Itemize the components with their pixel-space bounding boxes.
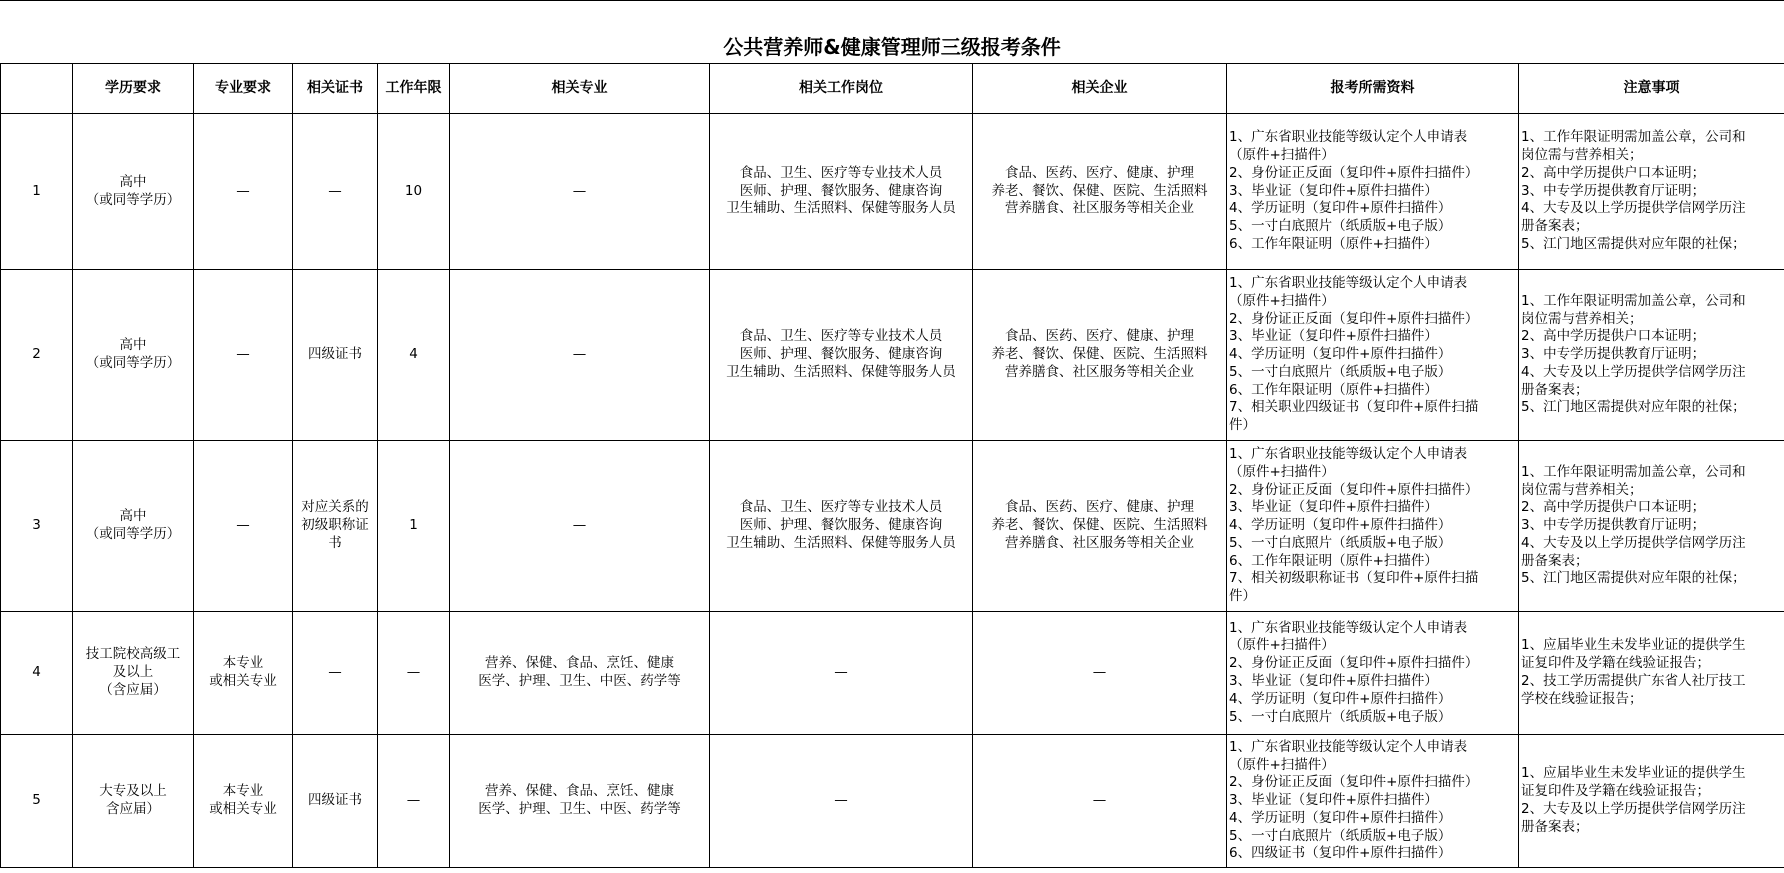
cell-notes-line: 册备案表；: [1521, 818, 1589, 835]
cell-certificate-line: —: [328, 182, 342, 199]
header-row: [1, 64, 1784, 114]
cell-companies-line: 食品、医药、医疗、健康、护理: [1005, 164, 1194, 181]
cell-materials-line: 5、一寸白底照片（纸质版+电子版）: [1229, 827, 1452, 844]
cell-positions-line: 医师、护理、餐饮服务、健康咨询: [739, 182, 943, 199]
cell-major-line: —: [236, 346, 250, 363]
cell-related-major-line: —: [572, 517, 587, 534]
cell-companies-line: 养老、餐饮、保健、医院、生活照料: [991, 517, 1208, 534]
cell-education-line: 及以上: [112, 664, 154, 681]
cell-education-line: （或同等学历）: [85, 355, 181, 371]
header-education: 学历要求: [73, 64, 194, 114]
cell-related-major: [450, 441, 710, 612]
cell-related-major: [450, 270, 710, 441]
cell-index-line: 1: [32, 182, 41, 199]
cell-positions: [710, 114, 973, 270]
cell-notes: [1519, 270, 1784, 441]
cell-education-line: 高中: [119, 508, 147, 525]
cell-education-line: （或同等学历）: [85, 526, 181, 542]
cell-materials-line: 5、一寸白底照片（纸质版+电子版）: [1229, 708, 1452, 725]
cell-positions: [710, 612, 973, 735]
cell-related-major-line: —: [572, 182, 587, 199]
cell-positions-line: 食品、卫生、医疗等专业技术人员: [739, 499, 943, 516]
cell-education-line: （含应届）: [99, 681, 167, 698]
cell-notes: [1519, 441, 1784, 612]
cell-related-major: [450, 735, 710, 868]
cell-notes-line: 1、应届毕业生未发毕业证的提供学生: [1521, 637, 1746, 654]
cell-materials-line: 2、身份证正反面（复印件+原件扫描件）: [1229, 655, 1479, 672]
cell-certificate: [293, 612, 378, 735]
cell-notes-line: 2、大专及以上学历提供学信网学历注: [1521, 801, 1746, 817]
cell-companies-line: 养老、餐饮、保健、医院、生活照料: [991, 346, 1208, 363]
cell-education-line: 高中: [119, 173, 147, 190]
cell-companies-line: 营养膳食、社区服务等相关企业: [1005, 534, 1194, 551]
cell-materials-line: 1、广东省职业技能等级认定个人申请表: [1229, 274, 1468, 291]
cell-notes-line: 3、中专学历提供教育厅证明；: [1521, 346, 1706, 363]
cell-materials-line: 4、学历证明（复印件+原件扫描件）: [1229, 346, 1452, 363]
cell-major: [194, 270, 293, 441]
cell-materials-line: 4、学历证明（复印件+原件扫描件）: [1229, 200, 1452, 217]
page-title: 公共营养师&健康管理师三级报考条件: [0, 0, 1784, 63]
cell-materials-line: （原件+扫描件）: [1229, 637, 1335, 654]
cell-major-line: —: [236, 182, 250, 199]
cell-certificate: [293, 735, 378, 868]
cell-companies-line: 养老、餐饮、保健、医院、生活照料: [991, 182, 1208, 199]
cell-major-line: 本专业: [222, 783, 264, 800]
cell-notes-line: 学校在线验证报告；: [1521, 690, 1643, 707]
cell-index: [1, 735, 73, 868]
cell-years-line: 1: [409, 517, 418, 534]
cell-major-line: —: [236, 517, 250, 534]
cell-years-line: —: [406, 664, 421, 681]
cell-education: [73, 735, 194, 868]
cell-positions-line: —: [834, 792, 848, 809]
cell-years-line: 4: [409, 346, 418, 363]
cell-major: [194, 612, 293, 735]
cell-positions-line: 医师、护理、餐饮服务、健康咨询: [739, 517, 943, 534]
cell-years: [378, 270, 450, 441]
cell-notes-line: 4、大专及以上学历提供学信网学历注: [1521, 534, 1746, 551]
cell-certificate-line: 书: [328, 534, 342, 551]
cell-education-line: 含应届）: [106, 801, 160, 817]
cell-notes: [1519, 114, 1784, 270]
cell-materials: [1227, 612, 1519, 735]
cell-index-line: 5: [32, 792, 41, 809]
cell-materials-line: 7、相关职业四级证书（复印件+原件扫描: [1229, 399, 1479, 416]
cell-materials-line: 6、工作年限证明（原件+扫描件）: [1229, 552, 1438, 569]
cell-major: [194, 441, 293, 612]
cell-positions-line: —: [834, 664, 848, 681]
cell-notes-line: 岗位需与营养相关；: [1521, 147, 1643, 163]
cell-notes-line: 2、高中学历提供户口本证明；: [1521, 164, 1706, 181]
cell-positions: [710, 735, 973, 868]
cell-notes-line: 册备案表；: [1521, 218, 1589, 235]
header-major: 专业要求: [194, 64, 293, 114]
cell-notes-line: 3、中专学历提供教育厅证明；: [1521, 517, 1706, 534]
cell-years-line: —: [406, 792, 421, 809]
cell-notes-line: 4、大专及以上学历提供学信网学历注: [1521, 200, 1746, 217]
table-row: [1, 735, 1784, 868]
cell-years: [378, 612, 450, 735]
cell-certificate: [293, 270, 378, 441]
header-years: 工作年限: [378, 64, 450, 114]
cell-positions-line: 卫生辅助、生活照料、保健等服务人员: [726, 363, 956, 380]
cell-notes-line: 5、江门地区需提供对应年限的社保；: [1521, 399, 1746, 416]
cell-major-line: 或相关专业: [209, 801, 277, 817]
cell-certificate-line: 四级证书: [308, 792, 362, 809]
cell-materials-line: 2、身份证正反面（复印件+原件扫描件）: [1229, 481, 1479, 498]
cell-notes-line: 1、工作年限证明需加盖公章，公司和: [1521, 292, 1746, 309]
cell-notes-line: 1、工作年限证明需加盖公章，公司和: [1521, 129, 1746, 146]
cell-materials-line: 5、一寸白底照片（纸质版+电子版）: [1229, 218, 1452, 235]
cell-materials-line: 2、身份证正反面（复印件+原件扫描件）: [1229, 310, 1479, 327]
cell-companies: [973, 735, 1227, 868]
cell-companies-line: 营养膳食、社区服务等相关企业: [1005, 363, 1194, 380]
cell-education-line: 技工院校高级工: [85, 646, 181, 663]
table-row: [1, 441, 1784, 612]
cell-certificate: [293, 114, 378, 270]
cell-notes-line: 1、工作年限证明需加盖公章，公司和: [1521, 463, 1746, 480]
cell-companies: [973, 612, 1227, 735]
cell-major-line: 或相关专业: [209, 673, 277, 689]
cell-related-major: [450, 612, 710, 735]
cell-companies-line: 食品、医药、医疗、健康、护理: [1005, 328, 1194, 345]
cell-materials-line: 件）: [1229, 588, 1256, 605]
cell-materials: [1227, 270, 1519, 441]
cell-notes-line: 岗位需与营养相关；: [1521, 310, 1643, 327]
cell-notes: [1519, 735, 1784, 868]
cell-companies: [973, 441, 1227, 612]
cell-positions-line: 食品、卫生、医疗等专业技术人员: [739, 328, 943, 345]
header-companies: 相关企业: [973, 64, 1227, 114]
cell-related-major: [450, 114, 710, 270]
cell-related-major-line: 营养、保健、食品、烹饪、健康: [485, 655, 674, 672]
cell-education: [73, 441, 194, 612]
cell-major: [194, 735, 293, 868]
cell-materials-line: 4、学历证明（复印件+原件扫描件）: [1229, 690, 1452, 707]
cell-materials-line: 2、身份证正反面（复印件+原件扫描件）: [1229, 774, 1479, 791]
cell-major: [194, 114, 293, 270]
cell-materials-line: 3、毕业证（复印件+原件扫描件）: [1229, 328, 1438, 345]
cell-materials-line: （原件+扫描件）: [1229, 147, 1335, 163]
header-certificate: 相关证书: [293, 64, 378, 114]
cell-certificate-line: 四级证书: [308, 346, 362, 363]
cell-materials-line: 2、身份证正反面（复印件+原件扫描件）: [1229, 164, 1479, 181]
cell-education-line: 大专及以上: [99, 783, 167, 800]
cell-materials-line: 4、学历证明（复印件+原件扫描件）: [1229, 517, 1452, 534]
header-related-major: 相关专业: [450, 64, 710, 114]
cell-certificate-line: 初级职称证: [301, 517, 369, 534]
cell-certificate-line: —: [328, 664, 342, 681]
header-materials: 报考所需资料: [1227, 64, 1519, 114]
cell-index: [1, 114, 73, 270]
cell-materials: [1227, 441, 1519, 612]
cell-materials-line: 1、广东省职业技能等级认定个人申请表: [1229, 445, 1468, 462]
cell-years: [378, 441, 450, 612]
cell-notes-line: 1、应届毕业生未发毕业证的提供学生: [1521, 765, 1746, 782]
cell-notes-line: 2、技工学历需提供广东省人社厅技工: [1521, 673, 1746, 689]
header-index: [1, 64, 73, 114]
cell-positions-line: 卫生辅助、生活照料、保健等服务人员: [726, 534, 956, 551]
cell-notes-line: 4、大专及以上学历提供学信网学历注: [1521, 363, 1746, 380]
cell-positions-line: 卫生辅助、生活照料、保健等服务人员: [726, 200, 956, 217]
cell-materials-line: 6、工作年限证明（原件+扫描件）: [1229, 381, 1438, 398]
cell-education-line: 高中: [119, 337, 147, 354]
cell-years: [378, 735, 450, 868]
cell-index: [1, 612, 73, 735]
cell-companies-line: —: [1092, 792, 1107, 809]
cell-related-major-line: —: [572, 346, 587, 363]
cell-materials-line: 4、学历证明（复印件+原件扫描件）: [1229, 809, 1452, 826]
cell-years: [378, 114, 450, 270]
cell-notes-line: 2、高中学历提供户口本证明；: [1521, 328, 1706, 345]
header-notes: 注意事项: [1519, 64, 1784, 114]
cell-notes: [1519, 612, 1784, 735]
cell-notes-line: 5、江门地区需提供对应年限的社保；: [1521, 570, 1746, 587]
cell-materials-line: 6、工作年限证明（原件+扫描件）: [1229, 235, 1438, 252]
cell-materials: [1227, 114, 1519, 270]
cell-notes-line: 册备案表；: [1521, 552, 1589, 569]
cell-materials-line: 3、毕业证（复印件+原件扫描件）: [1229, 792, 1438, 809]
table-row: [1, 114, 1784, 270]
cell-materials-line: （原件+扫描件）: [1229, 292, 1335, 309]
cell-materials-line: 1、广东省职业技能等级认定个人申请表: [1229, 129, 1468, 146]
cell-major-line: 本专业: [222, 655, 264, 672]
cell-materials-line: 件）: [1229, 417, 1256, 434]
cell-positions: [710, 270, 973, 441]
cell-index-line: 2: [32, 346, 41, 363]
cell-education: [73, 114, 194, 270]
cell-related-major-line: 医学、护理、卫生、中医、药学等: [478, 801, 681, 817]
cell-notes-line: 岗位需与营养相关；: [1521, 481, 1643, 498]
cell-materials: [1227, 735, 1519, 868]
cell-notes-line: 2、高中学历提供户口本证明；: [1521, 499, 1706, 516]
cell-certificate: [293, 441, 378, 612]
cell-notes-line: 5、江门地区需提供对应年限的社保；: [1521, 235, 1746, 252]
cell-materials-line: 3、毕业证（复印件+原件扫描件）: [1229, 499, 1438, 516]
cell-notes-line: 证复印件及学籍在线验证报告；: [1521, 783, 1710, 800]
cell-positions-line: 食品、卫生、医疗等专业技术人员: [739, 164, 943, 181]
cell-certificate-line: 对应关系的: [301, 499, 369, 516]
cell-education: [73, 612, 194, 735]
cell-materials-line: 1、广东省职业技能等级认定个人申请表: [1229, 738, 1468, 755]
cell-materials-line: 3、毕业证（复印件+原件扫描件）: [1229, 182, 1438, 199]
table-row: [1, 270, 1784, 441]
cell-related-major-line: 医学、护理、卫生、中医、药学等: [478, 673, 681, 689]
cell-companies-line: 食品、医药、医疗、健康、护理: [1005, 499, 1194, 516]
cell-index: [1, 270, 73, 441]
cell-notes-line: 3、中专学历提供教育厅证明；: [1521, 182, 1706, 199]
cell-materials-line: 5、一寸白底照片（纸质版+电子版）: [1229, 534, 1452, 551]
cell-companies-line: 营养膳食、社区服务等相关企业: [1005, 200, 1194, 217]
cell-companies-line: —: [1092, 664, 1107, 681]
table-row: [1, 612, 1784, 735]
cell-positions: [710, 441, 973, 612]
cell-notes-line: 册备案表；: [1521, 381, 1589, 398]
cell-materials-line: 6、四级证书（复印件+原件扫描件）: [1229, 845, 1452, 862]
cell-materials-line: （原件+扫描件）: [1229, 463, 1335, 480]
cell-positions-line: 医师、护理、餐饮服务、健康咨询: [739, 346, 943, 363]
cell-materials-line: 5、一寸白底照片（纸质版+电子版）: [1229, 363, 1452, 380]
cell-index-line: 4: [32, 664, 41, 681]
cell-companies: [973, 270, 1227, 441]
cell-index: [1, 441, 73, 612]
cell-years-line: 10: [404, 182, 423, 199]
header-positions: 相关工作岗位: [710, 64, 973, 114]
cell-materials-line: 1、广东省职业技能等级认定个人申请表: [1229, 619, 1468, 636]
cell-companies: [973, 114, 1227, 270]
cell-materials-line: 3、毕业证（复印件+原件扫描件）: [1229, 673, 1438, 689]
cell-materials-line: （原件+扫描件）: [1229, 756, 1335, 773]
cell-related-major-line: 营养、保健、食品、烹饪、健康: [485, 783, 674, 800]
cell-education: [73, 270, 194, 441]
cell-education-line: （或同等学历）: [85, 191, 181, 208]
cell-index-line: 3: [32, 517, 41, 534]
cell-materials-line: 7、相关初级职称证书（复印件+原件扫描: [1229, 570, 1479, 587]
requirements-table: [0, 63, 1784, 868]
cell-notes-line: 证复印件及学籍在线验证报告；: [1521, 655, 1710, 672]
